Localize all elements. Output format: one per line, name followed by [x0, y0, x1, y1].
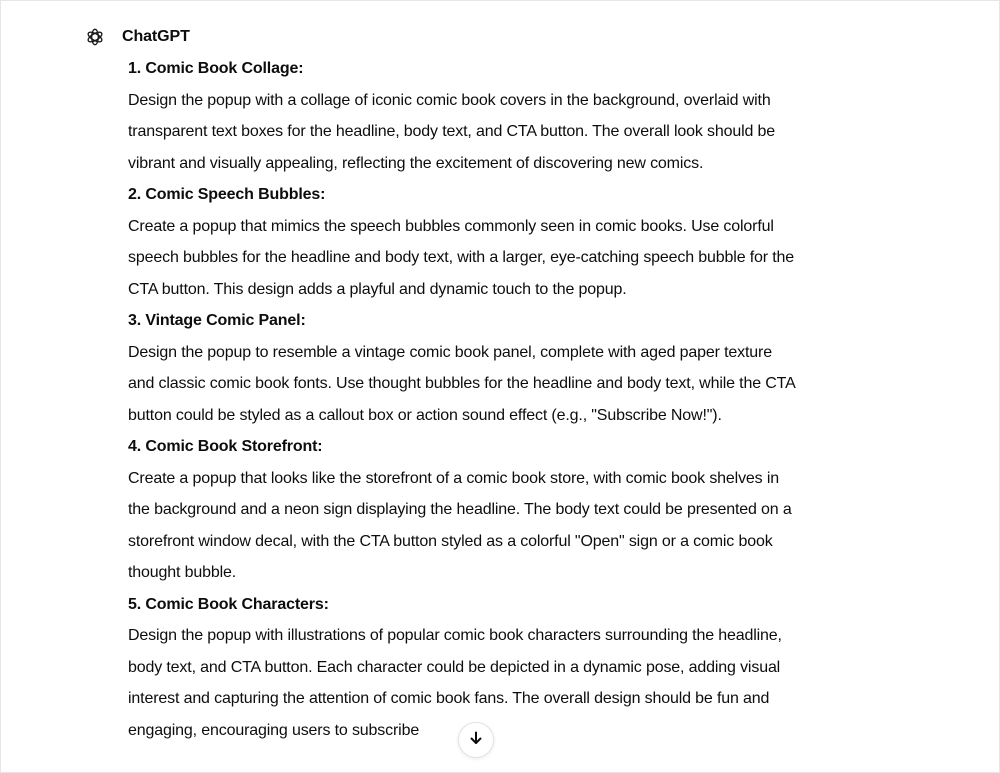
item-text-line: Design the popup to resemble a vintage comic book panel, complete with aged paper texture	[128, 343, 772, 361]
scroll-to-bottom-button[interactable]	[458, 722, 494, 758]
arrow-down-icon	[468, 730, 484, 751]
openai-logo-icon	[85, 27, 105, 47]
list-item	[128, 179, 908, 305]
sender-name: ChatGPT	[122, 28, 190, 45]
item-text-line: transparent text boxes for the headline, body text, and CTA button. The overall look should be	[128, 123, 776, 140]
item-text-line: vibrant and visually appealing, reflecting the excitement of discovering new comics.	[128, 154, 704, 172]
item-heading: 2. Comic Speech Bubbles:	[128, 186, 326, 203]
item-text-line: engaging, encouraging users to subscribe	[128, 721, 420, 739]
list-item	[128, 431, 908, 589]
item-heading: 4. Comic Book Storefront:	[128, 438, 323, 455]
item-text-line: Create a popup that mimics the speech bubbles commonly seen in comic books. Use colorful	[128, 217, 774, 235]
item-text-line: button could be styled as a callout box or action sound effect (e.g., "Subscribe Now!").	[128, 406, 722, 424]
list-item	[128, 305, 908, 431]
message-body	[128, 53, 908, 746]
list-item	[128, 53, 908, 179]
item-text-line: CTA button. This design adds a playful and dynamic touch to the popup.	[128, 280, 627, 298]
item-text-line: body text, and CTA button. Each character could be depicted in a dynamic pose, adding visual	[128, 658, 781, 676]
item-text-line: speech bubbles for the headline and body text, with a larger, eye-catching speech bubble for the	[128, 249, 795, 266]
item-text-line: Create a popup that looks like the storefront of a comic book store, with comic book shelves in	[128, 469, 779, 487]
item-text-line: storefront window decal, with the CTA button styled as a colorful "Open" sign or a comic book	[128, 532, 773, 550]
item-text-line: Design the popup with a collage of iconic comic book covers in the background, overlaid with	[128, 91, 771, 109]
message-header	[85, 25, 190, 49]
item-text-line: and classic comic book fonts. Use thought bubbles for the headline and body text, while the CTA	[128, 375, 796, 392]
item-heading: 1. Comic Book Collage:	[128, 60, 304, 77]
item-text-line: the background and a neon sign displaying the headline. The body text could be presented on a	[128, 501, 792, 518]
list-item	[128, 589, 908, 747]
item-text-line: thought bubble.	[128, 564, 237, 581]
item-text-line: interest and capturing the attention of comic book fans. The overall design should be fun and	[128, 690, 770, 707]
item-heading: 5. Comic Book Characters:	[128, 595, 329, 613]
item-text-line: Design the popup with illustrations of popular comic book characters surrounding the headline,	[128, 627, 782, 644]
item-heading: 3. Vintage Comic Panel:	[128, 312, 306, 329]
